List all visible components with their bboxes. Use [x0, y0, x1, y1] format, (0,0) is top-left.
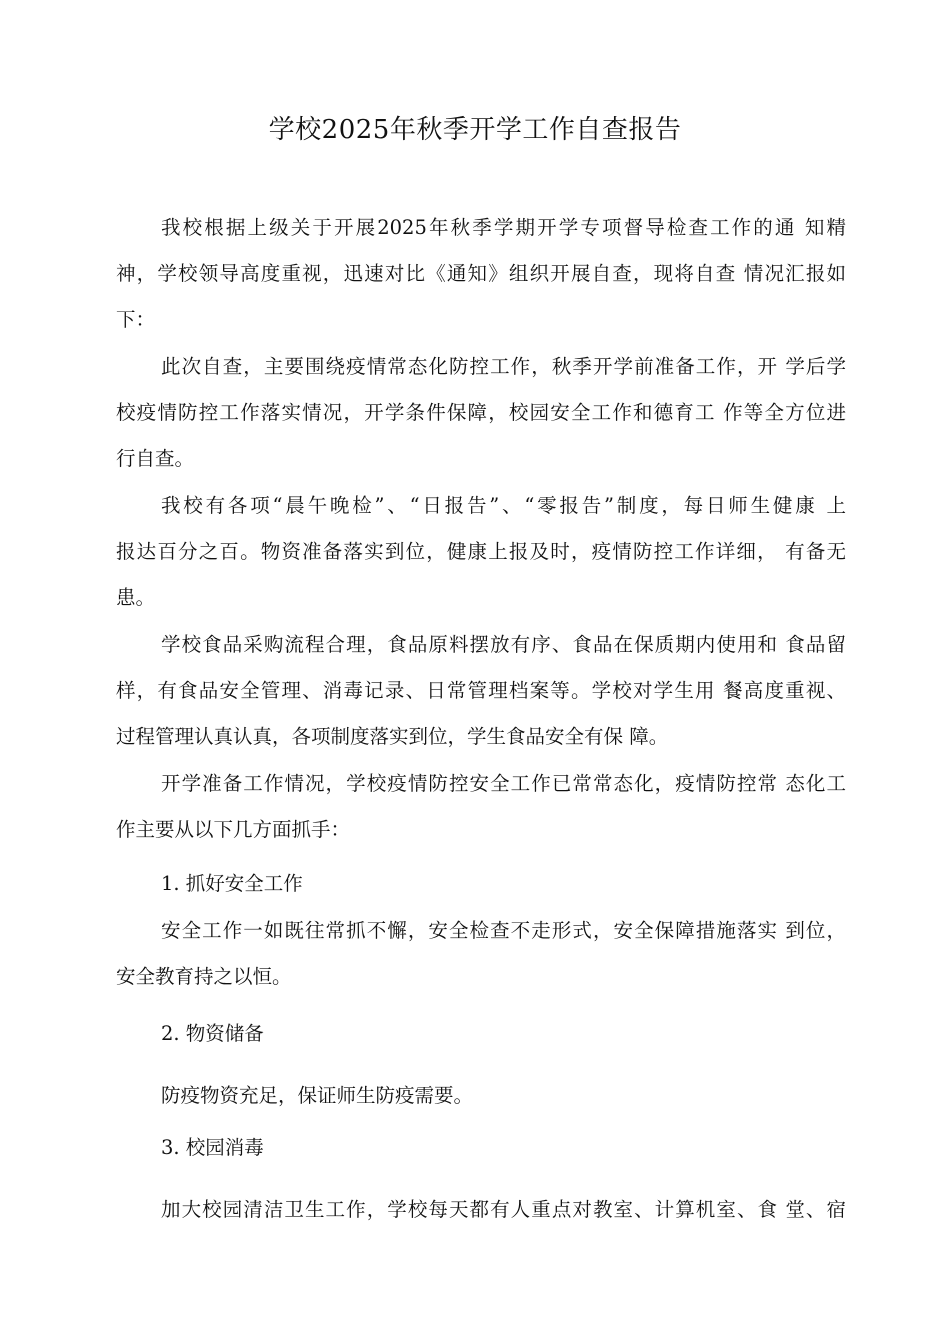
- paragraph-2: [116, 344, 846, 482]
- page-title: 学校2025年秋季开学工作自查报告: [268, 115, 682, 145]
- paragraph-4: [116, 622, 846, 760]
- paragraph-line: 此次自查，主要围绕疫情常态化防控工作，秋季开学前准备工作，开 学后学: [161, 355, 846, 378]
- paragraph-line: 校疫情防控工作落实情况，开学条件保障，校园安全工作和德育工 作等全方位进: [116, 401, 846, 424]
- paragraph-line: 安全工作一如既往常抓不懈，安全检查不走形式，安全保障措施落实 到位，: [161, 919, 846, 942]
- paragraph-line: 报达百分之百。物资准备落实到位，健康上报及时，疫情防控工作详细， 有备无: [116, 540, 846, 563]
- paragraph-line: 我校根据上级关于开展2025年秋季学期开学专项督导检查工作的通 知精: [161, 216, 846, 239]
- paragraph-line: 我校有各项“晨午晚检”、“日报告”、“零报告”制度，每日师生健康 上: [161, 494, 846, 517]
- paragraph-3: [116, 483, 846, 621]
- section-heading-1: 1. 抓好安全工作: [161, 872, 303, 895]
- section-3-body: [116, 1187, 846, 1233]
- paragraph-line: 学校食品采购流程合理，食品原料摆放有序、食品在保质期内使用和 食品留: [161, 633, 846, 656]
- paragraph-line: 开学准备工作情况，学校疫情防控安全工作已常常态化，疫情防控常 态化工: [161, 772, 846, 795]
- paragraph-1: [116, 205, 846, 343]
- paragraph-line: 过程管理认真认真，各项制度落实到位，学生食品安全有保 障。: [116, 725, 669, 748]
- paragraph-line: 样，有食品安全管理、消毒记录、日常管理档案等。学校对学生用 餐高度重视、: [116, 679, 846, 702]
- section-heading-2: 2. 物资储备: [161, 1022, 264, 1045]
- paragraph-line: 作主要从以下几方面抓手：: [116, 818, 351, 841]
- section-2-body: 防疫物资充足，保证师生防疫需要。: [161, 1084, 474, 1107]
- paragraph-line: 神，学校领导高度重视，迅速对比《通知》组织开展自查，现将自查 情况汇报如: [116, 262, 846, 285]
- paragraph-line: 加大校园清洁卫生工作，学校每天都有人重点对教室、计算机室、食 堂、宿: [161, 1198, 846, 1221]
- section-1-body: [116, 908, 846, 1000]
- paragraph-line: 患。: [116, 586, 156, 609]
- section-heading-3: 3. 校园消毒: [161, 1136, 264, 1159]
- paragraph-line: 安全教育持之以恒。: [116, 965, 292, 988]
- paragraph-5: [116, 761, 846, 853]
- paragraph-line: 下：: [116, 308, 156, 331]
- paragraph-line: 行自查。: [116, 447, 195, 470]
